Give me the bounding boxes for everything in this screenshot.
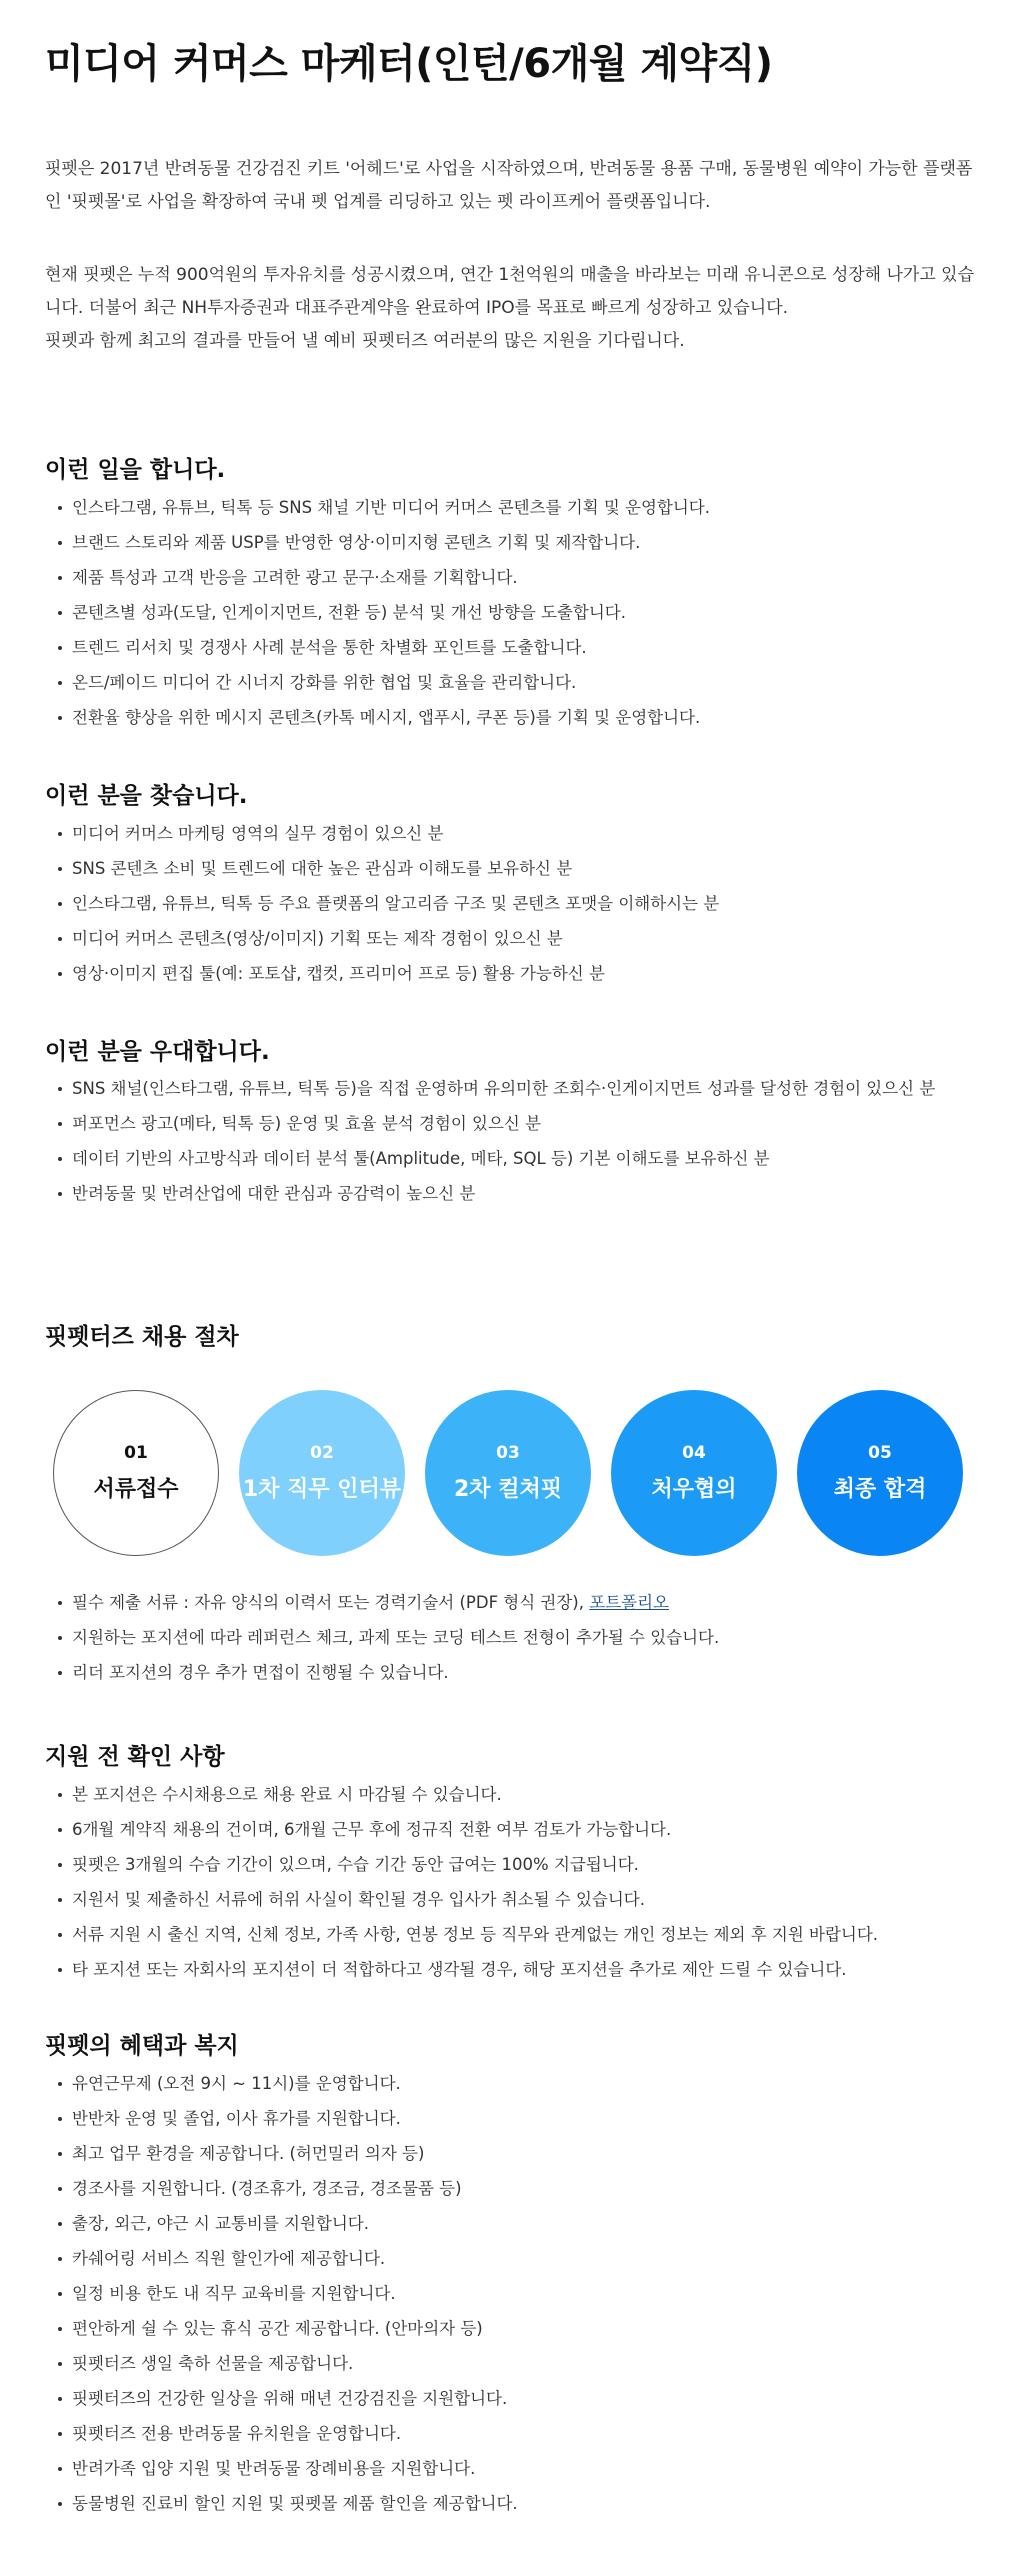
benefits-title: 핏펫의 혜택과 복지	[45, 2033, 239, 2059]
step-label: 1차 직무 인터뷰	[242, 1477, 402, 1502]
list-item: 경조사를 지원합니다. (경조휴가, 경조금, 경조물품 등)	[45, 2171, 990, 2206]
step-number: 04	[682, 1443, 706, 1463]
list-item: 퍼포먼스 광고(메타, 틱톡 등) 운영 및 효율 분석 경험이 있으신 분	[45, 1106, 990, 1141]
list-item: 최고 업무 환경을 제공합니다. (허먼밀러 의자 등)	[45, 2136, 990, 2171]
list-item: SNS 콘텐츠 소비 및 트렌드에 대한 높은 관심과 이해도를 보유하신 분	[45, 851, 990, 886]
intro-2	[45, 259, 985, 358]
intro-paragraph-1: 핏펫은 2017년 반려동물 건강검진 키트 '어헤드'로 사업을 시작하였으며, 반려동물 용품 구매, 동물병원 예약이 가능한 플랫폼인 '핏펫몰'로 사업을 확장하여 국내 펫 업계를 리딩하고 있는 펫 라이프케어 플랫폼입니다.	[45, 159, 973, 212]
list-item: 제품 특성과 고객 반응을 고려한 광고 문구·소재를 기획합니다.	[45, 560, 990, 595]
portfolio-link[interactable]: 포트폴리오	[589, 1593, 669, 1612]
list-item: 온드/페이드 미디어 간 시너지 강화를 위한 협업 및 효율을 관리합니다.	[45, 665, 990, 700]
required-documents-text: 필수 제출 서류 : 자유 양식의 이력서 또는 경력기술서 (PDF 형식 권장),	[72, 1593, 590, 1612]
benefits-list	[45, 2066, 990, 2521]
process-title: 핏펫터즈 채용 절차	[45, 1324, 239, 1350]
checklist-list	[45, 1777, 990, 1987]
list-item: 반반차 운영 및 졸업, 이사 휴가를 지원합니다.	[45, 2101, 990, 2136]
list-item: 지원서 및 제출하신 서류에 허위 사실이 확인될 경우 입사가 취소될 수 있습니다.	[45, 1882, 990, 1917]
list-item: 브랜드 스토리와 제품 USP를 반영한 영상·이미지형 콘텐츠 기획 및 제작합니다.	[45, 525, 990, 560]
process-step-3	[425, 1390, 591, 1556]
step-number: 02	[310, 1443, 334, 1463]
list-item: 리더 포지션의 경우 추가 면접이 진행될 수 있습니다.	[45, 1655, 990, 1690]
step-label: 2차 컬쳐핏	[454, 1477, 562, 1502]
process-step-4	[611, 1390, 777, 1556]
step-number: 05	[868, 1443, 892, 1463]
list-item: 본 포지션은 수시채용으로 채용 완료 시 마감될 수 있습니다.	[45, 1777, 990, 1812]
list-item: 타 포지션 또는 자회사의 포지션이 더 적합하다고 생각될 경우, 해당 포지션을 추가로 제안 드릴 수 있습니다.	[45, 1952, 990, 1987]
process-notes	[45, 1585, 990, 1690]
list-item: 미디어 커머스 마케팅 영역의 실무 경험이 있으신 분	[45, 816, 990, 851]
list-item: 핏펫터즈 생일 축하 선물을 제공합니다.	[45, 2346, 990, 2381]
list-item: 동물병원 진료비 할인 지원 및 핏펫몰 제품 할인을 제공합니다.	[45, 2486, 990, 2521]
list-item: 출장, 외근, 야근 시 교통비를 지원합니다.	[45, 2206, 990, 2241]
step-number: 03	[496, 1443, 520, 1463]
step-number: 01	[124, 1443, 148, 1463]
duties-title: 이런 일을 합니다.	[45, 457, 226, 483]
list-item: 핏펫터즈 전용 반려동물 유치원을 운영합니다.	[45, 2416, 990, 2451]
list-item: SNS 채널(인스타그램, 유튜브, 틱톡 등)을 직접 운영하며 유의미한 조회수·인게이지먼트 성과를 달성한 경험이 있으신 분	[45, 1071, 990, 1106]
list-item: 핏펫터즈의 건강한 일상을 위해 매년 건강검진을 지원합니다.	[45, 2381, 990, 2416]
list-item: 영상·이미지 편집 툴(예: 포토샵, 캡컷, 프리미어 프로 등) 활용 가능하신 분	[45, 956, 990, 991]
process-step-5	[797, 1390, 963, 1556]
list-item: 콘텐츠별 성과(도달, 인게이지먼트, 전환 등) 분석 및 개선 방향을 도출합니다.	[45, 595, 990, 630]
list-item: 일정 비용 한도 내 직무 교육비를 지원합니다.	[45, 2276, 990, 2311]
step-label: 처우협의	[651, 1477, 737, 1502]
process-step-2	[239, 1390, 405, 1556]
intro-paragraph-2: 현재 핏펫은 누적 900억원의 투자유치를 성공시켰으며, 연간 1천억원의 매출을 바라보는 미래 유니콘으로 성장해 나가고 있습니다. 더불어 최근 NH투자증권과 대표주관계약을 완료하여 IPO를 목표로 빠르게 성장하고 있습니다.	[45, 265, 974, 318]
list-item: 미디어 커머스 콘텐츠(영상/이미지) 기획 또는 제작 경험이 있으신 분	[45, 921, 990, 956]
list-item: 카쉐어링 서비스 직원 할인가에 제공합니다.	[45, 2241, 990, 2276]
list-item: 인스타그램, 유튜브, 틱톡 등 SNS 채널 기반 미디어 커머스 콘텐츠를 기획 및 운영합니다.	[45, 490, 990, 525]
preferred-title: 이런 분을 우대합니다.	[45, 1039, 270, 1065]
step-label: 서류접수	[93, 1477, 179, 1502]
intro	[45, 153, 985, 219]
process-step-1	[53, 1390, 219, 1556]
list-item: 인스타그램, 유튜브, 틱톡 등 주요 플랫폼의 알고리즘 구조 및 콘텐츠 포맷을 이해하시는 분	[45, 886, 990, 921]
list-item: 데이터 기반의 사고방식과 데이터 분석 툴(Amplitude, 메타, SQL 등) 기본 이해도를 보유하신 분	[45, 1141, 990, 1176]
process-steps	[53, 1390, 983, 1560]
list-item: 반려가족 입양 지원 및 반려동물 장례비용을 지원합니다.	[45, 2451, 990, 2486]
requirements-title: 이런 분을 찾습니다.	[45, 783, 248, 809]
requirements-list	[45, 816, 990, 991]
page-title: 미디어 커머스 마케터(인턴/6개월 계약직)	[45, 41, 773, 87]
list-item: 서류 지원 시 출신 지역, 신체 정보, 가족 사항, 연봉 정보 등 직무와 관계없는 개인 정보는 제외 후 지원 바랍니다.	[45, 1917, 990, 1952]
step-label: 최종 합격	[833, 1477, 927, 1502]
list-item: 유연근무제 (오전 9시 ~ 11시)를 운영합니다.	[45, 2066, 990, 2101]
list-item: 6개월 계약직 채용의 건이며, 6개월 근무 후에 정규직 전환 여부 검토가 가능합니다.	[45, 1812, 990, 1847]
list-item: 트렌드 리서치 및 경쟁사 사례 분석을 통한 차별화 포인트를 도출합니다.	[45, 630, 990, 665]
checklist-title: 지원 전 확인 사항	[45, 1744, 225, 1770]
list-item: 지원하는 포지션에 따라 레퍼런스 체크, 과제 또는 코딩 테스트 전형이 추가될 수 있습니다.	[45, 1620, 990, 1655]
list-item	[45, 1585, 990, 1620]
list-item: 편안하게 쉴 수 있는 휴식 공간 제공합니다. (안마의자 등)	[45, 2311, 990, 2346]
list-item: 전환율 향상을 위한 메시지 콘텐츠(카톡 메시지, 앱푸시, 쿠폰 등)를 기획 및 운영합니다.	[45, 700, 990, 735]
list-item: 반려동물 및 반려산업에 대한 관심과 공감력이 높으신 분	[45, 1176, 990, 1211]
preferred-list	[45, 1071, 990, 1211]
intro-paragraph-3: 핏펫과 함께 최고의 결과를 만들어 낼 예비 핏펫터즈 여러분의 많은 지원을 기다립니다.	[45, 331, 685, 351]
duties-list	[45, 490, 990, 735]
list-item: 핏펫은 3개월의 수습 기간이 있으며, 수습 기간 동안 급여는 100% 지급됩니다.	[45, 1847, 990, 1882]
